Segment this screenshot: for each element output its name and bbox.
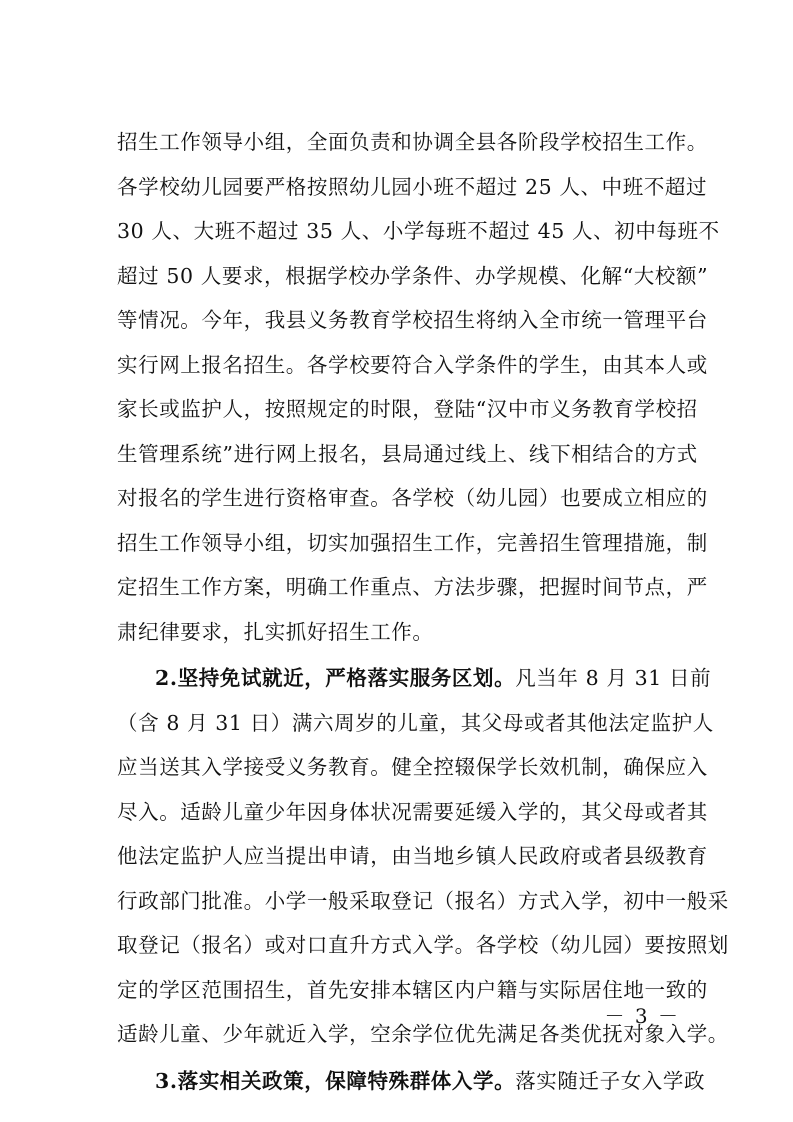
paragraph3-first-line: [155, 1067, 706, 1095]
paragraph2-line-2: （含 8 月 31 日）满六周岁的儿童，其父母或者其他法定监护人: [117, 711, 714, 735]
paragraph1-line-11: 定招生工作方案，明确工作重点、方法步骤，把握时间节点，严: [117, 575, 708, 599]
paragraph1-line-1: 招生工作领导小组，全面负责和协调全县各阶段学校招生工作。: [117, 130, 708, 154]
paragraph2-line-6: 行政部门批准。小学一般采取登记（报名）方式入学，初中一般采: [117, 889, 729, 913]
paragraph2-first-line: [155, 664, 712, 692]
paragraph1-line-6: 实行网上报名招生。各学校要符合入学条件的学生，由其本人或: [117, 353, 708, 377]
paragraph2-line-9: 适龄儿童、少年就近入学，空余学位优先满足各类优抚对象入学。: [117, 1022, 729, 1046]
paragraph1-line-4: 超过 50 人要求，根据学校办学条件、办学规模、化解“大校额”: [117, 264, 709, 288]
paragraph1-line-8: 生管理系统”进行网上报名，县局通过线上、线下相结合的方式: [117, 442, 698, 466]
page-number: － 3 －: [604, 1004, 680, 1028]
paragraph2-line-3: 应当送其入学接受义务教育。健全控辍保学长效机制，确保应入: [117, 755, 708, 779]
paragraph2-line-5: 他法定监护人应当提出申请，由当地乡镇人民政府或者县级教育: [117, 844, 708, 868]
paragraph1-line-3: 30 人、大班不超过 35 人、小学每班不超过 45 人、初中每班不: [117, 219, 720, 243]
paragraph3-heading: 3.落实相关政策，保障特殊群体入学。: [155, 1069, 516, 1093]
paragraph1-line-7: 家长或监护人，按照规定的时限，登陆“汉中市义务教育学校招: [117, 397, 698, 421]
paragraph2-first-line-text: 凡当年 8 月 31 日前: [515, 666, 712, 690]
paragraph2-heading: 2.坚持免试就近，严格落实服务区划。: [155, 666, 516, 690]
paragraph1-line-2: 各学校幼儿园要严格按照幼儿园小班不超过 25 人、中班不超过: [117, 175, 708, 199]
paragraph2-line-4: 尽入。适龄儿童少年因身体状况需要延缓入学的，其父母或者其: [117, 800, 708, 824]
paragraph1-line-5: 等情况。今年，我县义务教育学校招生将纳入全市统一管理平台: [117, 308, 708, 332]
paragraph2-line-7: 取登记（报名）或对口直升方式入学。各学校（幼儿园）要按照划: [117, 933, 729, 957]
paragraph3-first-line-text: 落实随迁子女入学政: [515, 1069, 706, 1093]
paragraph1-line-10: 招生工作领导小组，切实加强招生工作，完善招生管理措施，制: [117, 531, 708, 555]
paragraph1-line-9: 对报名的学生进行资格审查。各学校（幼儿园）也要成立相应的: [117, 486, 708, 510]
paragraph1-line-12: 肃纪律要求，扎实抓好招生工作。: [117, 620, 434, 644]
paragraph2-line-8: 定的学区范围招生，首先安排本辖区内户籍与实际居住地一致的: [117, 978, 708, 1002]
